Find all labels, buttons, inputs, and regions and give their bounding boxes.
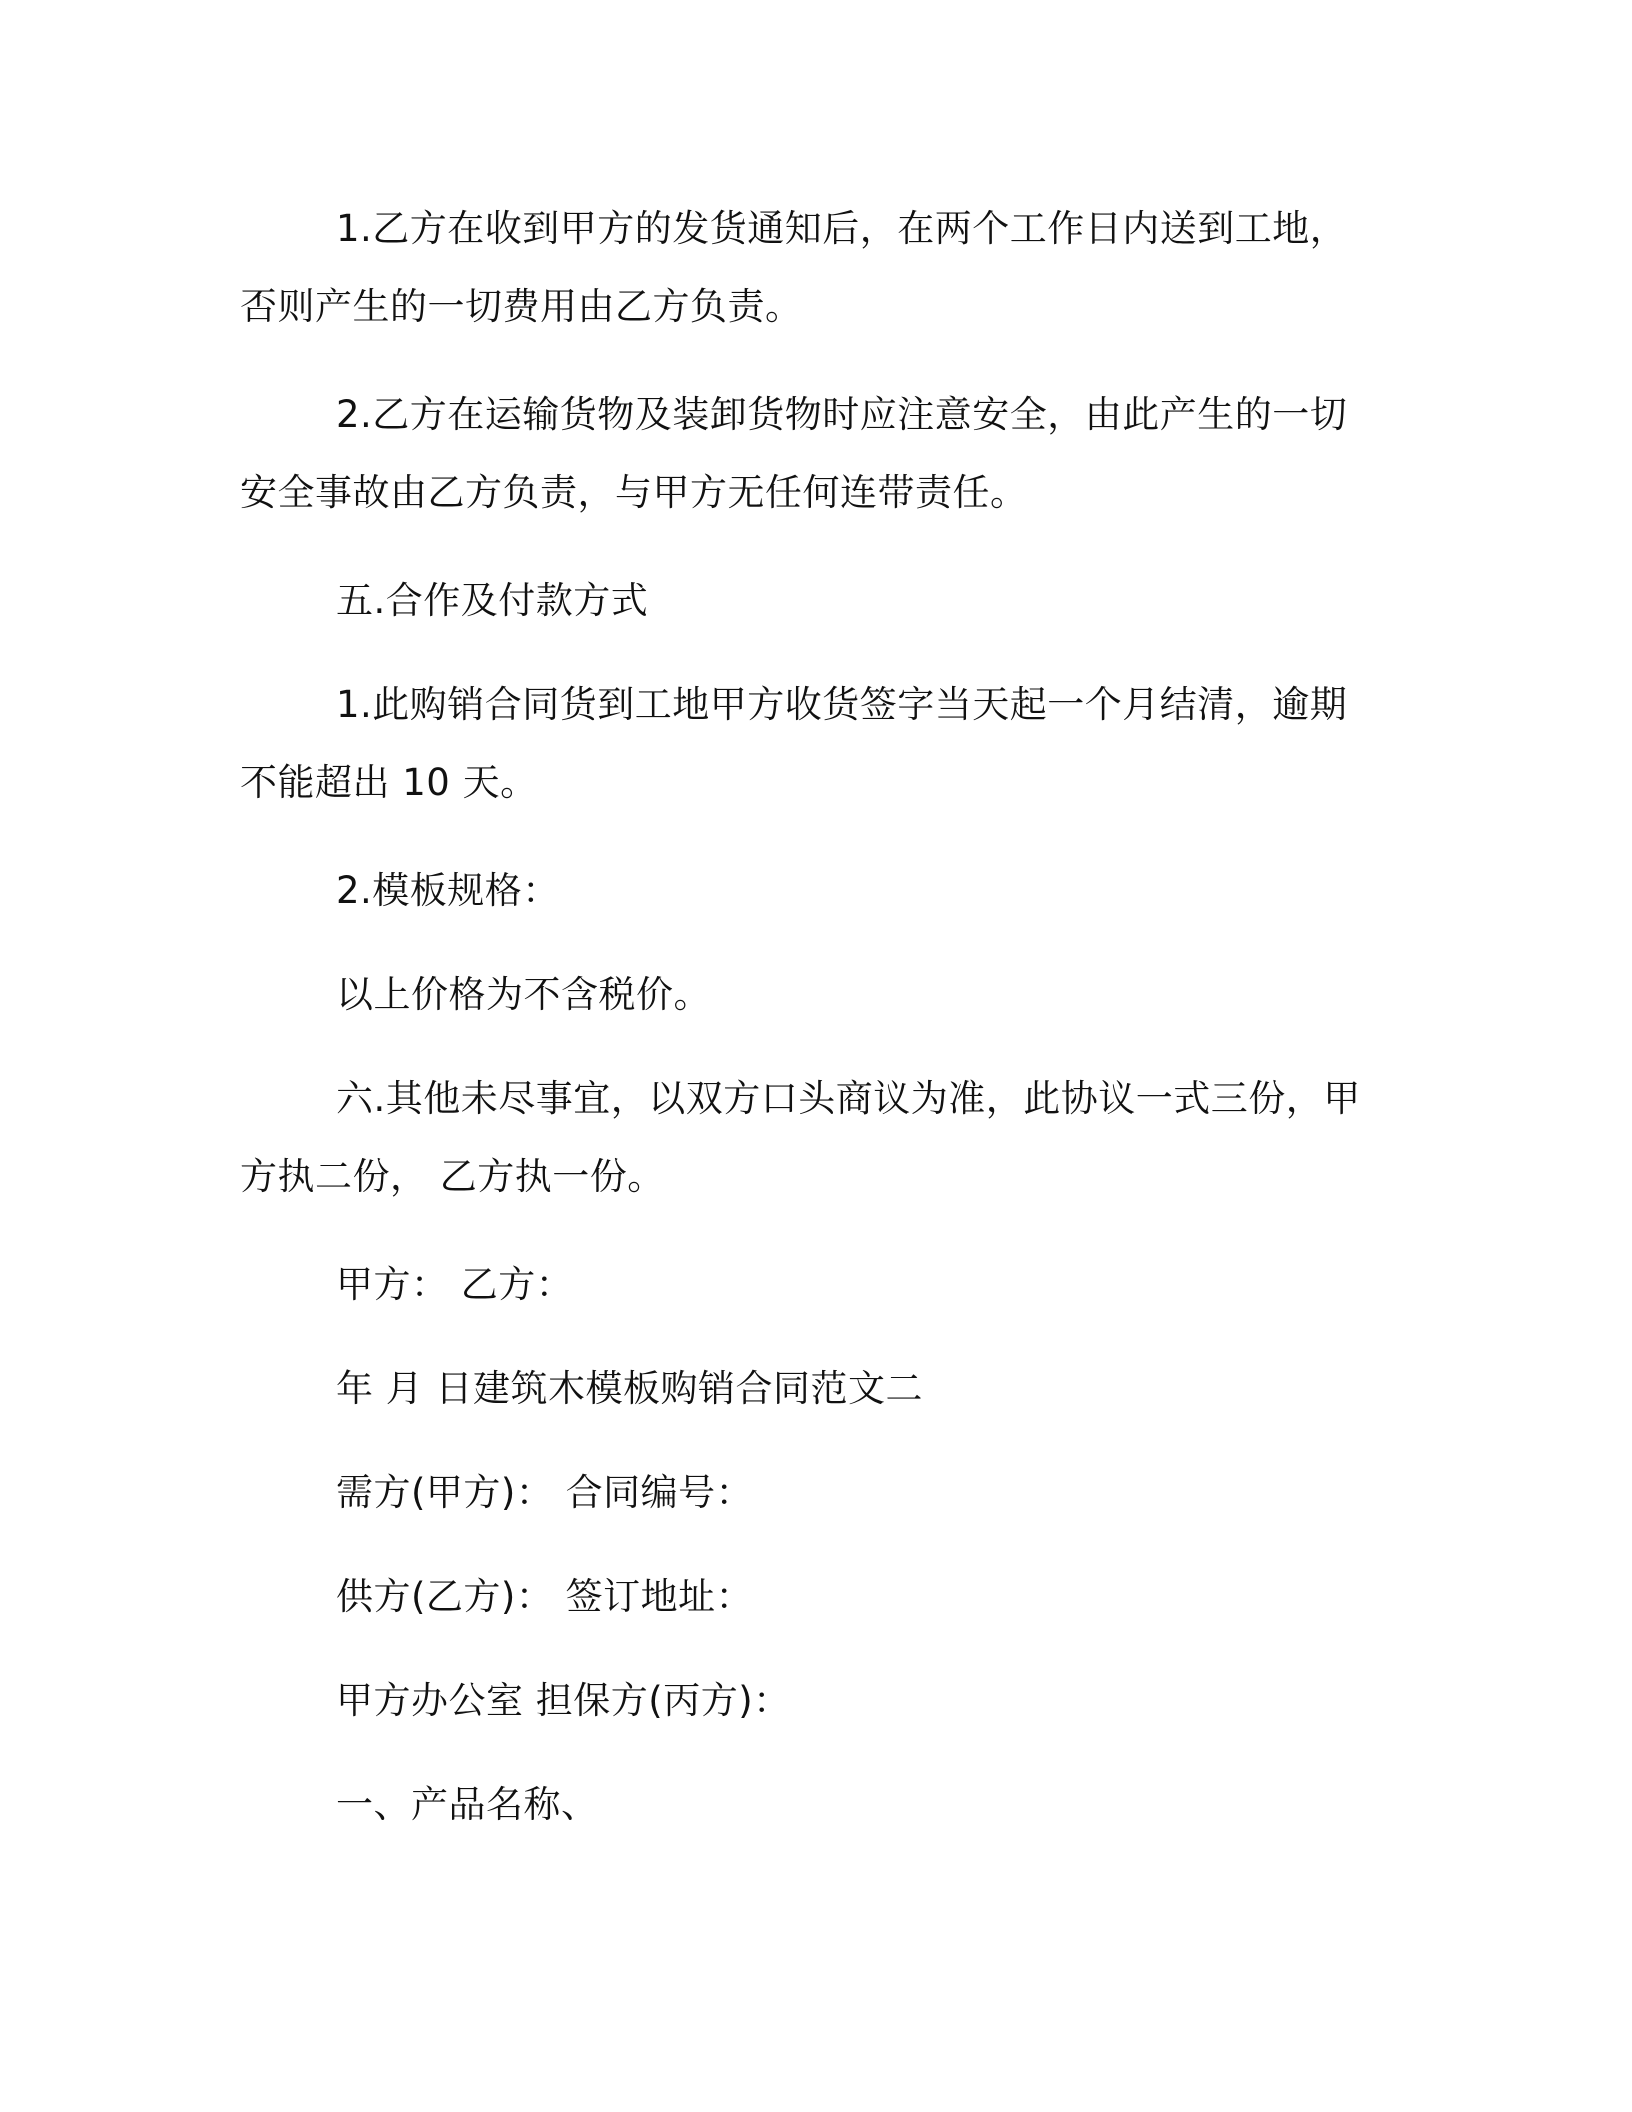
paragraph-template-spec: 2.模板规格： [336, 869, 560, 912]
office-and-guarantor: 甲方办公室 担保方(丙方)： [336, 1679, 791, 1722]
supplier-and-signing-address: 供方(乙方)： 签订地址： [336, 1575, 754, 1618]
signature-parties: 甲方： 乙方： [336, 1263, 574, 1306]
paragraph-price-note: 以上价格为不含税价。 [336, 973, 711, 1016]
section-heading-product-name: 一、产品名称、 [336, 1783, 599, 1826]
buyer-and-contract-number: 需方(甲方)： 合同编号： [336, 1471, 754, 1514]
paragraph-delivery-notice: 1.乙方在收到甲方的发货通知后，在两个工作日内送到工地，否则产生的一切费用由乙方负责。 [240, 207, 1348, 328]
date-and-contract-title: 年 月 日建筑木模板购销合同范文二 [336, 1367, 924, 1410]
paragraph-other-matters: 六.其他未尽事宜，以双方口头商议为准，此协议一式三份，甲方执二份， 乙方执一份。 [240, 1077, 1361, 1198]
section-heading-payment: 五.合作及付款方式 [336, 579, 649, 622]
paragraph-settlement: 1.此购销合同货到工地甲方收货签字当天起一个月结清，逾期不能超出 10 天。 [240, 683, 1348, 804]
paragraph-transport-safety: 2.乙方在运输货物及装卸货物时应注意安全，由此产生的一切安全事故由乙方负责，与甲方无任何连带责任。 [240, 393, 1348, 514]
document-body [240, 190, 1372, 1870]
